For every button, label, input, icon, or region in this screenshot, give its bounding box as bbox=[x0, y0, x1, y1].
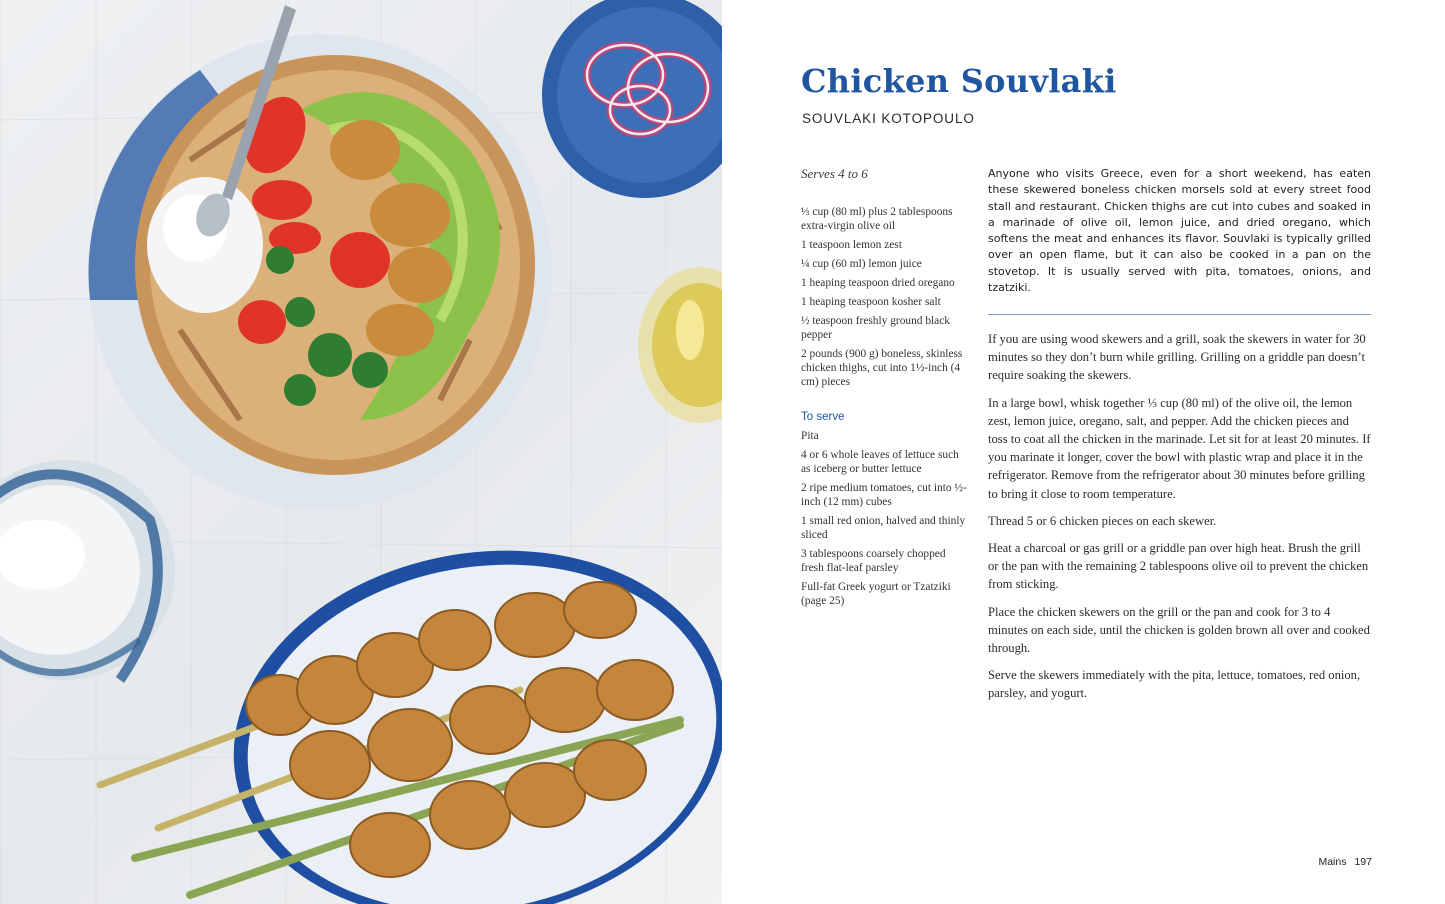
method-step: Thread 5 or 6 chicken pieces on each skewer. bbox=[988, 513, 1217, 528]
olive-oil-glass bbox=[638, 267, 722, 423]
ingredient-item: ¼ cup (60 ml) lemon juice bbox=[801, 258, 922, 270]
method-step: Place the chicken skewers on the grill or the pan and cook for 3 to 4 minutes on each side, until the chicken is golden brown all over and cooked through. bbox=[988, 604, 1370, 656]
ingredient-item: 1 heaping teaspoon dried oregano bbox=[801, 277, 955, 289]
ingredient-item: 1 teaspoon lemon zest bbox=[801, 239, 902, 251]
serve-item: 1 small red onion, halved and thinly sliced bbox=[801, 515, 966, 541]
method-step: Serve the skewers immediately with the pita, lettuce, tomatoes, red onion, parsley, and yogurt. bbox=[988, 668, 1361, 701]
method-step: If you are using wood skewers and a grill, soak the skewers in water for 30 minutes so they don’t burn while grilling. Grilling on a griddle pan doesn’t require soaking the skewers. bbox=[988, 332, 1366, 383]
serves-note: Serves 4 to 6 bbox=[801, 166, 868, 181]
ingredients-list bbox=[801, 205, 971, 613]
page-footer bbox=[1290, 856, 1372, 868]
serve-item: Full-fat Greek yogurt or Tzatziki (page 25) bbox=[801, 581, 951, 607]
serve-item: 3 tablespoons coarsely chopped fresh flat-leaf parsley bbox=[801, 548, 946, 574]
section-divider bbox=[988, 314, 1371, 315]
to-serve-heading: To serve bbox=[801, 411, 845, 423]
yogurt-bowl bbox=[0, 460, 175, 680]
serve-item: Pita bbox=[801, 430, 819, 442]
pita-plate bbox=[88, 5, 552, 510]
serve-item: 2 ripe medium tomatoes, cut into ½-inch (12 mm) cubes bbox=[801, 482, 967, 508]
method-step: In a large bowl, whisk together ⅓ cup (80 ml) of the olive oil, the lemon zest, lemon juice, oregano, salt, and pepper. Add the chicken pieces and toss to coat all the chicken in the marinade. Let sit for at least 20 minutes. If you marinate it longer, cover the bowl with plastic wrap and place it in the refrigerator. Remove from the refrigerator about 30 minutes before grilling to bring it close to room temperature. bbox=[988, 395, 1371, 501]
page-number: 197 bbox=[1354, 856, 1372, 868]
ingredient-item: ½ teaspoon freshly ground black pepper bbox=[801, 315, 950, 341]
recipe-subtitle: SOUVLAKI KOTOPOULO bbox=[802, 111, 975, 126]
serve-item: 4 or 6 whole leaves of lettuce such as iceberg or butter lettuce bbox=[801, 449, 959, 475]
method-step: Heat a charcoal or gas grill or a griddle pan over high heat. Brush the grill or the pan with the remaining 2 tablespoons olive oil to prevent the chicken from sticking. bbox=[988, 541, 1369, 592]
method-steps bbox=[988, 330, 1371, 712]
food-photo-illustration bbox=[0, 0, 722, 904]
ingredient-item: ⅓ cup (80 ml) plus 2 tablespoons extra-virgin olive oil bbox=[801, 206, 953, 232]
skewer-plate bbox=[100, 513, 722, 904]
recipe-intro: Anyone who visits Greece, even for a short weekend, has eaten these skewered boneless chicken morsels sold at every street food stall and restaurant. Chicken thighs are cut into cubes and soaked in a marinade of olive oil, lemon juice, and dried oregano, which softens the meat and enhances its flavor. Souvlaki is typically grilled over an open flame, but it can also be cooked in a pan on the stovetop. It is usually served with pita, tomatoes, onions, and tzatziki. bbox=[988, 167, 1371, 295]
ingredient-item: 1 heaping teaspoon kosher salt bbox=[801, 296, 941, 308]
ingredient-item: 2 pounds (900 g) boneless, skinless chicken thighs, cut into 1½-inch (4 cm) pieces bbox=[801, 348, 963, 388]
food-photo bbox=[0, 0, 722, 904]
section-name: Mains bbox=[1318, 856, 1347, 868]
onion-plate bbox=[542, 0, 722, 198]
recipe-title: Chicken Souvlaki bbox=[801, 62, 1117, 100]
